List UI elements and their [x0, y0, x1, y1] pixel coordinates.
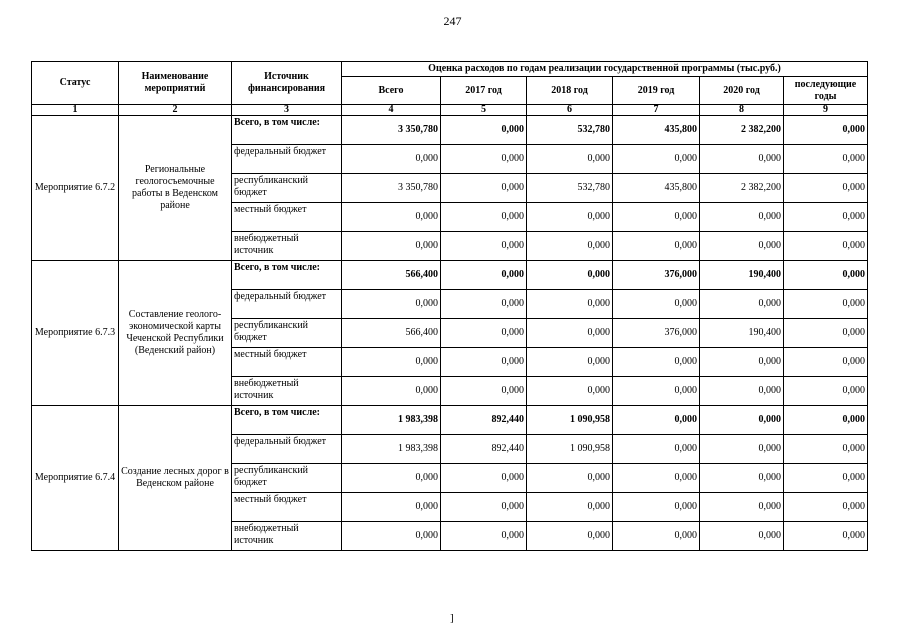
- expense-table: [31, 61, 868, 551]
- value-cell: 0,000: [784, 406, 868, 435]
- status-cell: Мероприятие 6.7.4: [32, 406, 119, 551]
- value-cell: 0,000: [700, 435, 784, 464]
- value-cell: 0,000: [700, 377, 784, 406]
- header-status: Статус: [32, 62, 119, 105]
- value-cell: 190,400: [700, 261, 784, 290]
- source-cell: Всего, в том числе:: [232, 261, 342, 290]
- value-cell: 0,000: [527, 261, 613, 290]
- value-cell: 0,000: [527, 522, 613, 551]
- col-number: 4: [342, 105, 441, 116]
- value-cell: 0,000: [613, 348, 700, 377]
- value-cell: 892,440: [441, 406, 527, 435]
- value-cell: 0,000: [527, 377, 613, 406]
- value-cell: 0,000: [784, 116, 868, 145]
- value-cell: 3 350,780: [342, 174, 441, 203]
- header-estimate: Оценка расходов по годам реализации государственной программы (тыс.руб.): [342, 62, 868, 77]
- col-number: 9: [784, 105, 868, 116]
- value-cell: 1 090,958: [527, 435, 613, 464]
- value-cell: 0,000: [342, 377, 441, 406]
- header-2017: 2017 год: [441, 77, 527, 105]
- value-cell: 0,000: [700, 290, 784, 319]
- value-cell: 0,000: [527, 290, 613, 319]
- value-cell: 0,000: [613, 493, 700, 522]
- value-cell: 0,000: [441, 348, 527, 377]
- value-cell: 3 350,780: [342, 116, 441, 145]
- col-number: 5: [441, 105, 527, 116]
- col-number: 3: [232, 105, 342, 116]
- value-cell: 0,000: [700, 348, 784, 377]
- value-cell: 0,000: [342, 348, 441, 377]
- value-cell: 0,000: [342, 464, 441, 493]
- value-cell: 190,400: [700, 319, 784, 348]
- source-cell: федеральный бюджет: [232, 290, 342, 319]
- source-cell: внебюджетный источник: [232, 522, 342, 551]
- value-cell: 376,000: [613, 319, 700, 348]
- value-cell: 532,780: [527, 116, 613, 145]
- value-cell: 0,000: [441, 522, 527, 551]
- value-cell: 566,400: [342, 261, 441, 290]
- table-header: [32, 62, 868, 116]
- value-cell: 0,000: [527, 493, 613, 522]
- table-body: [32, 116, 868, 551]
- value-cell: 0,000: [441, 319, 527, 348]
- value-cell: 0,000: [342, 232, 441, 261]
- value-cell: 0,000: [613, 203, 700, 232]
- col-number: 6: [527, 105, 613, 116]
- value-cell: 0,000: [441, 464, 527, 493]
- value-cell: 376,000: [613, 261, 700, 290]
- value-cell: 0,000: [613, 464, 700, 493]
- table-row: [32, 406, 868, 435]
- value-cell: 0,000: [784, 290, 868, 319]
- value-cell: 0,000: [342, 145, 441, 174]
- value-cell: 1 983,398: [342, 435, 441, 464]
- value-cell: 0,000: [613, 406, 700, 435]
- value-cell: 0,000: [441, 261, 527, 290]
- value-cell: 0,000: [441, 145, 527, 174]
- value-cell: 0,000: [784, 203, 868, 232]
- value-cell: 0,000: [784, 348, 868, 377]
- measure-cell: Составление геолого-экономической карты Чеченской Республики (Веденский район): [119, 261, 232, 406]
- header-total: Всего: [342, 77, 441, 105]
- value-cell: 0,000: [613, 435, 700, 464]
- status-cell: Мероприятие 6.7.2: [32, 116, 119, 261]
- source-cell: местный бюджет: [232, 493, 342, 522]
- value-cell: 0,000: [700, 522, 784, 551]
- value-cell: 0,000: [700, 406, 784, 435]
- column-number-row: [32, 105, 868, 116]
- source-cell: Всего, в том числе:: [232, 406, 342, 435]
- header-source: Источник финансирования: [232, 62, 342, 105]
- source-cell: республиканский бюджет: [232, 174, 342, 203]
- value-cell: 0,000: [441, 116, 527, 145]
- value-cell: 435,800: [613, 174, 700, 203]
- value-cell: 0,000: [527, 348, 613, 377]
- value-cell: 0,000: [342, 493, 441, 522]
- value-cell: 0,000: [527, 319, 613, 348]
- value-cell: 0,000: [784, 435, 868, 464]
- measure-cell: Региональные геологосъемочные работы в Веденском районе: [119, 116, 232, 261]
- source-cell: федеральный бюджет: [232, 435, 342, 464]
- value-cell: 0,000: [613, 290, 700, 319]
- value-cell: 0,000: [613, 145, 700, 174]
- value-cell: 0,000: [700, 464, 784, 493]
- value-cell: 0,000: [441, 493, 527, 522]
- value-cell: 532,780: [527, 174, 613, 203]
- value-cell: 0,000: [784, 493, 868, 522]
- value-cell: 0,000: [784, 464, 868, 493]
- value-cell: 0,000: [441, 290, 527, 319]
- value-cell: 0,000: [527, 464, 613, 493]
- value-cell: 0,000: [441, 174, 527, 203]
- header-2020: 2020 год: [700, 77, 784, 105]
- value-cell: 0,000: [342, 522, 441, 551]
- header-later: последующие годы: [784, 77, 868, 105]
- value-cell: 0,000: [700, 232, 784, 261]
- source-cell: внебюджетный источник: [232, 377, 342, 406]
- col-number: 1: [32, 105, 119, 116]
- value-cell: 0,000: [784, 232, 868, 261]
- table-row: [32, 116, 868, 145]
- col-number: 8: [700, 105, 784, 116]
- value-cell: 2 382,200: [700, 116, 784, 145]
- value-cell: 0,000: [342, 290, 441, 319]
- value-cell: 435,800: [613, 116, 700, 145]
- source-cell: внебюджетный источник: [232, 232, 342, 261]
- value-cell: 0,000: [527, 145, 613, 174]
- value-cell: 0,000: [700, 493, 784, 522]
- value-cell: 892,440: [441, 435, 527, 464]
- source-cell: республиканский бюджет: [232, 464, 342, 493]
- value-cell: 1 983,398: [342, 406, 441, 435]
- value-cell: 566,400: [342, 319, 441, 348]
- value-cell: 1 090,958: [527, 406, 613, 435]
- value-cell: 0,000: [784, 174, 868, 203]
- value-cell: 0,000: [784, 377, 868, 406]
- value-cell: 0,000: [700, 203, 784, 232]
- footer-mark: ]: [450, 612, 454, 624]
- value-cell: 0,000: [441, 232, 527, 261]
- header-2019: 2019 год: [613, 77, 700, 105]
- value-cell: 0,000: [441, 377, 527, 406]
- table-row: [32, 261, 868, 290]
- source-cell: Всего, в том числе:: [232, 116, 342, 145]
- status-cell: Мероприятие 6.7.3: [32, 261, 119, 406]
- page-number: 247: [443, 14, 462, 28]
- value-cell: 0,000: [784, 522, 868, 551]
- source-cell: местный бюджет: [232, 203, 342, 232]
- value-cell: 0,000: [342, 203, 441, 232]
- source-cell: местный бюджет: [232, 348, 342, 377]
- measure-cell: Создание лесных дорог в Веденском районе: [119, 406, 232, 551]
- value-cell: 0,000: [784, 261, 868, 290]
- value-cell: 0,000: [613, 232, 700, 261]
- source-cell: республиканский бюджет: [232, 319, 342, 348]
- col-number: 7: [613, 105, 700, 116]
- value-cell: 0,000: [527, 203, 613, 232]
- value-cell: 0,000: [441, 203, 527, 232]
- value-cell: 0,000: [527, 232, 613, 261]
- value-cell: 2 382,200: [700, 174, 784, 203]
- value-cell: 0,000: [613, 377, 700, 406]
- value-cell: 0,000: [613, 522, 700, 551]
- col-number: 2: [119, 105, 232, 116]
- header-measure: Наименование мероприятий: [119, 62, 232, 105]
- value-cell: 0,000: [784, 319, 868, 348]
- value-cell: 0,000: [700, 145, 784, 174]
- value-cell: 0,000: [784, 145, 868, 174]
- source-cell: федеральный бюджет: [232, 145, 342, 174]
- header-2018: 2018 год: [527, 77, 613, 105]
